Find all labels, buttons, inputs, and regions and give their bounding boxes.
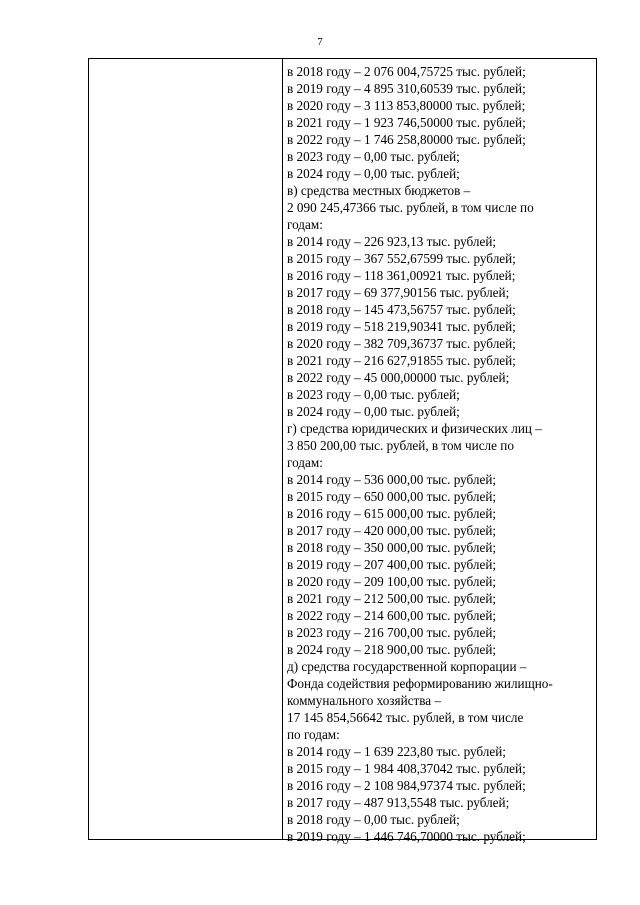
text-line: в 2019 году – 207 400,00 тыс. рублей; <box>287 557 497 572</box>
text-line: в 2019 году – 518 219,90341 тыс. рублей; <box>287 319 516 334</box>
text-line: в 2017 году – 420 000,00 тыс. рублей; <box>287 523 497 538</box>
text-line: в 2015 году – 367 552,67599 тыс. рублей; <box>287 251 516 266</box>
text-line: г) средства юридических и физических лиц – <box>287 421 542 436</box>
text-line: в 2019 году – 1 446 746,70000 тыс. рублей; <box>287 829 526 844</box>
text-line: в 2017 году – 69 377,90156 тыс. рублей; <box>287 285 510 300</box>
text-line: д) средства государственной корпорации – <box>287 659 527 674</box>
text-line: в 2021 году – 1 923 746,50000 тыс. рублей; <box>287 115 526 130</box>
text-line: в 2022 году – 45 000,00000 тыс. рублей; <box>287 370 510 385</box>
text-line: в 2017 году – 487 913,5548 тыс. рублей; <box>287 795 510 810</box>
text-line: в 2020 году – 209 100,00 тыс. рублей; <box>287 574 497 589</box>
text-line: в 2016 году – 2 108 984,97374 тыс. рублей; <box>287 778 526 793</box>
text-line: в 2021 году – 216 627,91855 тыс. рублей; <box>287 353 516 368</box>
text-line: в 2014 году – 1 639 223,80 тыс. рублей; <box>287 744 506 759</box>
text-line: в 2019 году – 4 895 310,60539 тыс. рублей; <box>287 81 526 96</box>
text-line: коммунального хозяйства – <box>287 693 442 708</box>
text-line: годам: <box>287 455 323 470</box>
text-line: по годам: <box>287 727 340 742</box>
column-divider <box>282 59 283 839</box>
text-line: в 2024 году – 218 900,00 тыс. рублей; <box>287 642 497 657</box>
funding-text-column <box>287 63 593 845</box>
text-line: в 2023 году – 0,00 тыс. рублей; <box>287 149 460 164</box>
text-line: в 2016 году – 118 361,00921 тыс. рублей; <box>287 268 516 283</box>
text-line: в 2014 году – 226 923,13 тыс. рублей; <box>287 234 497 249</box>
text-line: в 2023 году – 216 700,00 тыс. рублей; <box>287 625 497 640</box>
text-line: в 2020 году – 382 709,36737 тыс. рублей; <box>287 336 516 351</box>
text-line: 2 090 245,47366 тыс. рублей, в том числе по <box>287 200 534 215</box>
text-line: в 2018 году – 145 473,56757 тыс. рублей; <box>287 302 516 317</box>
text-line: в 2018 году – 2 076 004,75725 тыс. рублей; <box>287 64 526 79</box>
text-line: в 2015 году – 650 000,00 тыс. рублей; <box>287 489 497 504</box>
text-line: Фонда содействия реформированию жилищно- <box>287 676 553 691</box>
document-table <box>88 58 597 844</box>
text-line: годам: <box>287 217 323 232</box>
text-line: в 2022 году – 214 600,00 тыс. рублей; <box>287 608 497 623</box>
text-line: в) средства местных бюджетов – <box>287 183 471 198</box>
text-line: в 2022 году – 1 746 258,80000 тыс. рублей; <box>287 132 526 147</box>
text-line: в 2018 году – 350 000,00 тыс. рублей; <box>287 540 497 555</box>
text-line: в 2015 году – 1 984 408,37042 тыс. рублей; <box>287 761 526 776</box>
text-line: в 2016 году – 615 000,00 тыс. рублей; <box>287 506 497 521</box>
text-line: 3 850 200,00 тыс. рублей, в том числе по <box>287 438 514 453</box>
text-line: в 2023 году – 0,00 тыс. рублей; <box>287 387 460 402</box>
text-line: в 2024 году – 0,00 тыс. рублей; <box>287 404 460 419</box>
text-line: в 2024 году – 0,00 тыс. рублей; <box>287 166 460 181</box>
text-line: в 2021 году – 212 500,00 тыс. рублей; <box>287 591 497 606</box>
text-line: 17 145 854,56642 тыс. рублей, в том числе <box>287 710 524 725</box>
page-number: 7 <box>317 36 323 48</box>
text-line: в 2020 году – 3 113 853,80000 тыс. рублей; <box>287 98 526 113</box>
text-line: в 2014 году – 536 000,00 тыс. рублей; <box>287 472 497 487</box>
text-line: в 2018 году – 0,00 тыс. рублей; <box>287 812 460 827</box>
